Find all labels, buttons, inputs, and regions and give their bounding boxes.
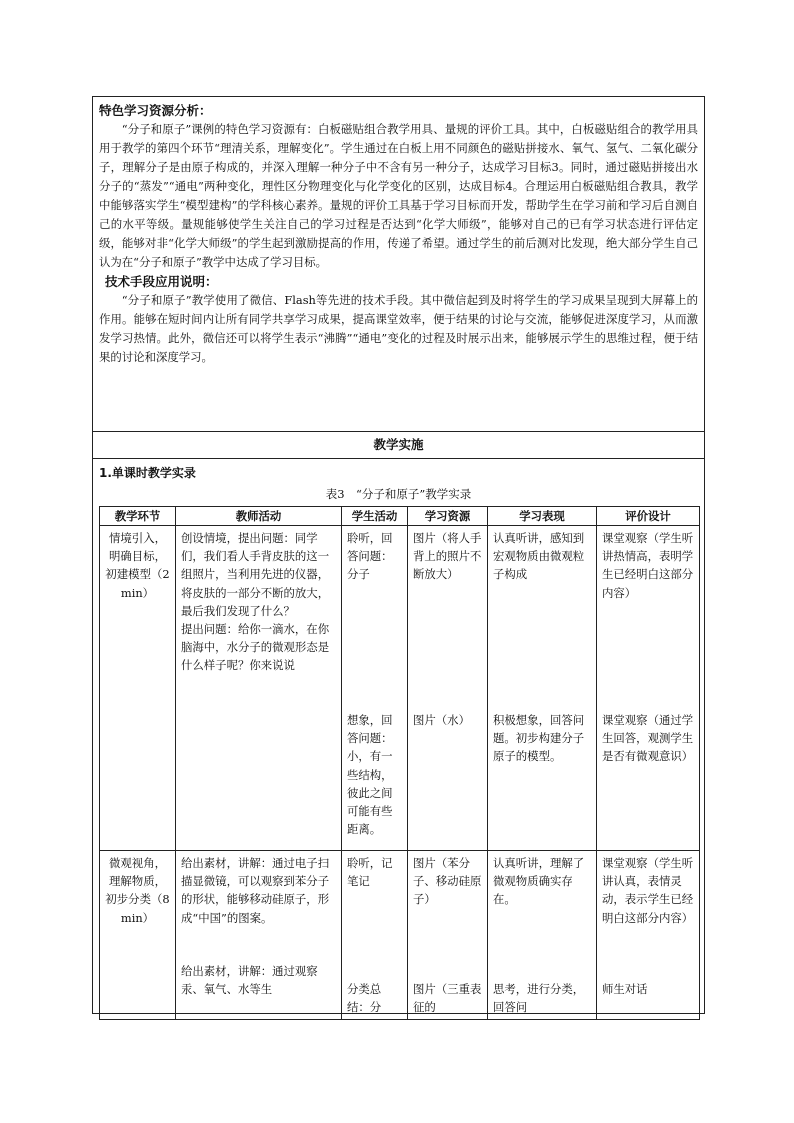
performance-1: 认真听讲，理解了微观物质确实存在。 — [493, 856, 585, 907]
resource-analysis-heading: 特色学习资源分析： — [99, 103, 212, 118]
resource-1: 图片（将人手背上的照片不断放大） — [413, 531, 482, 582]
teacher-activity-2: 提出问题：给你一滴水，在你脑海中，水分子的微观形态是什么样子呢？你来说说 — [181, 622, 330, 673]
teacher-activity-cell — [176, 526, 342, 851]
teacher-activity-1: 给出素材，讲解：通过电子扫描显微镜，可以观察到苯分子的形状，能够移动硅原子，形成“中国”的图案。 — [181, 856, 330, 925]
resource-2: 图片（三重表征的 — [413, 982, 482, 1015]
student-activity-2: 分类总结：分 — [347, 982, 382, 1015]
resource-analysis-paragraph: “分子和原子”课例的特色学习资源有：白板磁贴组合教学用具、量规的评价工具。其中，白板磁贴组合的教学用具用于教学的第四个环节“理清关系，理解变化”。学生通过在白板上用不同颜色的磁贴拼接水、氧气、氢气、二氧化碳分子，理解分子是由原子构成的，并深入理解一种分子中不含有另一种分子，达成学习目标3。同时，通过磁贴拼接出水分子的“蒸发”“通电”两种变化，理性区分物理变化与化学变化的区别，达成目标4。合理运用白板磁贴组合教具，教学中能够落实学生“模型建构”的学科核心素养。量规的评价工具基于学习目标而开发，帮助学生在学习前和学习后自测自己的水平等级。量规能够使学生关注自己的学习过程是否达到“化学大师级”，能够对自己的已有学习状态进行评估定级，能够对非“化学大师级”的学生起到激励提高的作用，传递了希望。通过学生的前后测对比发现，绝大部分学生自己认为在“分子和原子”教学中达成了学习目标。 — [99, 122, 698, 269]
column-header: 学习资源 — [408, 507, 488, 526]
resource-cell — [408, 851, 488, 1020]
performance-2: 思考，进行分类，回答问 — [493, 982, 585, 1015]
evaluation-1: 课堂观察（学生听讲认真，表情灵动，表示学生已经明白这部分内容） — [602, 856, 694, 925]
table-row — [100, 851, 700, 1020]
evaluation-2: 师生对话 — [602, 982, 648, 996]
evaluation-1: 课堂观察（学生听讲热情高，表明学生已经明白这部分内容） — [602, 531, 694, 600]
stage-cell: 微观视角，理解物质，初步分类（8 min） — [100, 851, 176, 1020]
resource-2: 图片（水） — [413, 713, 470, 727]
performance-cell — [488, 851, 597, 1020]
resource-1: 图片（苯分子、移动硅原子） — [413, 856, 482, 907]
student-activity-1: 聆听，记笔记 — [347, 856, 393, 889]
resource-analysis-section — [93, 97, 704, 431]
student-activity-cell — [342, 526, 408, 851]
column-header: 教学环节 — [100, 507, 176, 526]
student-activity-2: 想象，回答问题：小，有一些结构，彼此之间可能有些距离。 — [347, 713, 393, 837]
tech-usage-paragraph: “分子和原子”教学使用了微信、Flash等先进的技术手段。其中微信起到及时将学生的学习成果呈现到大屏幕上的作用。能够在短时间内让所有同学共享学习成果，提高课堂效率，便于结果的讨论与交流，能够促进深度学习，从而激发学习热情。此外，微信还可以将学生表示“沸腾”“通电”变化的过程及时展示出来，能够展示学生的思维过程，便于结果的讨论和深度学习。 — [99, 293, 698, 364]
column-header: 学习表现 — [488, 507, 597, 526]
teacher-activity-1: 创设情境，提出问题：同学们，我们看人手背皮肤的这一组照片，当利用先进的仪器，将皮肤的一部分不断的放大，最后我们发现了什么？ — [181, 531, 330, 618]
performance-1: 认真听讲，感知到宏观物质由微观粒子构成 — [493, 531, 585, 582]
table-row — [100, 526, 700, 851]
resource-cell — [408, 526, 488, 851]
evaluation-cell — [597, 526, 700, 851]
teacher-activity-2: 给出素材，讲解：通过观察汞、氧气、水等生 — [181, 964, 318, 997]
teaching-record-table — [99, 506, 700, 1020]
evaluation-cell — [597, 851, 700, 1020]
performance-cell — [488, 526, 597, 851]
column-header: 学生活动 — [342, 507, 408, 526]
column-header: 评价设计 — [597, 507, 700, 526]
evaluation-2: 课堂观察（通过学生回答，观测学生是否有微观意识） — [602, 713, 694, 764]
section-title: 教学实施 — [93, 431, 704, 459]
performance-2: 积极想象，回答问题。初步构建分子原子的模型。 — [493, 713, 585, 764]
tech-usage-heading: 技术手段应用说明： — [105, 274, 218, 289]
student-activity-cell — [342, 851, 408, 1020]
table-header-row — [100, 507, 700, 526]
stage-cell: 情境引入，明确目标，初建模型（2 min） — [100, 526, 176, 851]
student-activity-1: 聆听，回答问题：分子 — [347, 531, 393, 582]
subsection-title: 1.单课时教学实录 — [99, 466, 196, 480]
table-caption: 表3 “分子和原子”教学实录 — [325, 487, 472, 501]
document-frame — [92, 96, 705, 1014]
column-header: 教师活动 — [176, 507, 342, 526]
teacher-activity-cell — [176, 851, 342, 1020]
